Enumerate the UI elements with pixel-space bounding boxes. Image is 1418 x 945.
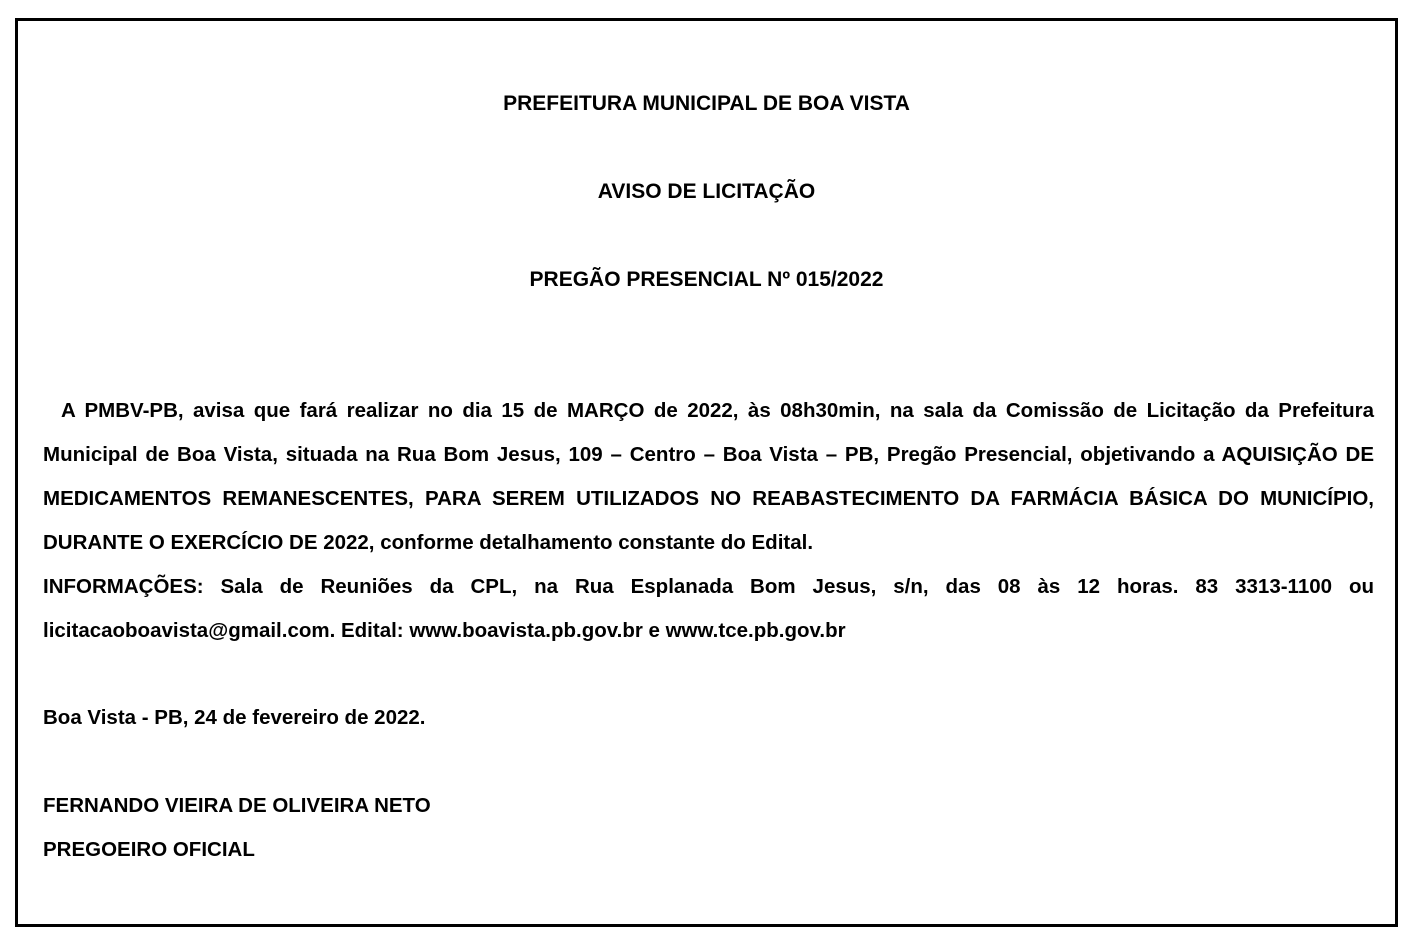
signatory-name: FERNANDO VIEIRA DE OLIVEIRA NETO <box>43 794 431 817</box>
notice-title: AVISO DE LICITAÇÃO <box>597 180 816 203</box>
main-paragraph-text: A PMBV-PB, avisa que fará realizar no dia 15 de MARÇO de 2022, às 08h30min, na sala da Comissão de Licitação da Prefeitura Municipal de Boa Vista, situada na Rua Bom Jesus, 109 – Centro – Boa Vista – PB, Pregão Presencial, objetivando a AQUISIÇÃO DE MEDICAMENTOS REMANESCENTES, PARA SEREM UTILIZADOS NO REABASTECIMENTO DA FARMÁCIA BÁSICA DO MUNICÍPIO, DURANTE O EXERCÍCIO DE 2022, conforme detalhamento constante do Edital. <box>43 399 1374 554</box>
organization-heading: PREFEITURA MUNICIPAL DE BOA VISTA <box>503 92 910 115</box>
main-paragraph <box>43 389 1374 565</box>
process-number: PREGÃO PRESENCIAL Nº 015/2022 <box>529 268 884 291</box>
place-date: Boa Vista - PB, 24 de fevereiro de 2022. <box>43 706 426 729</box>
notice-frame <box>15 18 1398 927</box>
signatory-role: PREGOEIRO OFICIAL <box>43 838 255 861</box>
info-paragraph: INFORMAÇÕES: Sala de Reuniões da CPL, na Rua Esplanada Bom Jesus, s/n, das 08 às 12 horas. 83 3313-1100 ou licitacaoboavista@gmail.com. Edital: www.boavista.pb.gov.br e www.tce.pb.gov.br <box>43 575 1374 642</box>
